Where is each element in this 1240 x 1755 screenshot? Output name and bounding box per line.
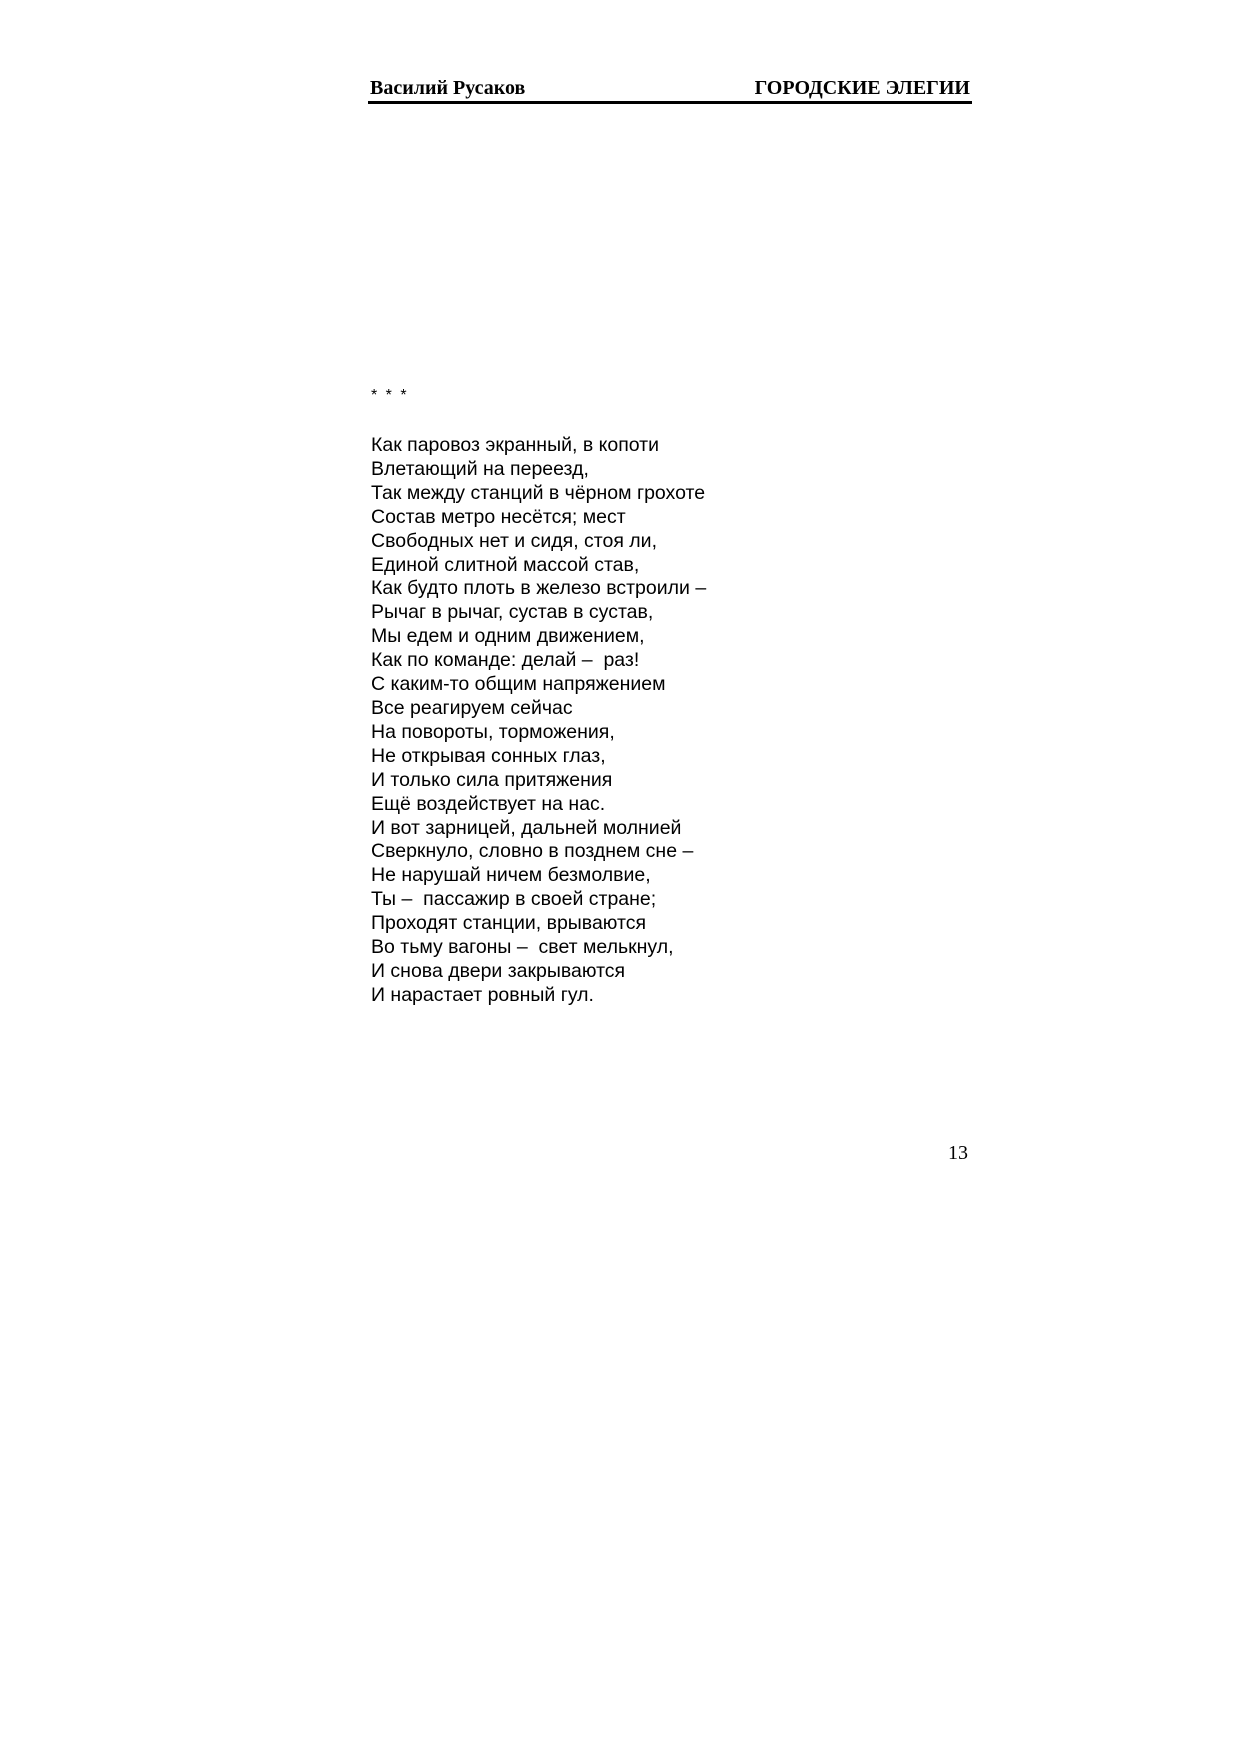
poem-line: Как по команде: делай – раз!: [371, 649, 640, 672]
poem-line: Мы едем и одним движением,: [371, 625, 645, 648]
header-book-title: ГОРОДСКИЕ ЭЛЕГИИ: [754, 77, 970, 99]
header-divider: [368, 101, 972, 104]
running-header: [368, 76, 972, 104]
poem-line: Рычаг в рычаг, сустав в сустав,: [371, 601, 654, 624]
poem-line: И снова двери закрываются: [371, 959, 626, 982]
poem-line: Свободных нет и сидя, стоя ли,: [371, 529, 657, 552]
poem-line: Не нарушай ничем безмолвие,: [371, 864, 651, 887]
poem-line: И нарастает ровный гул.: [371, 983, 594, 1006]
poem-line: На повороты, торможения,: [371, 720, 615, 743]
poem-line: С каким-то общим напряжением: [371, 673, 666, 696]
poem-line: И только сила притяжения: [371, 768, 613, 791]
poem-line: Сверкнуло, словно в позднем сне –: [371, 840, 694, 863]
poem-line: Ещё воздействует на нас.: [371, 792, 606, 815]
page-number: 13: [948, 1142, 968, 1164]
poem-line: Единой слитной массой став,: [371, 553, 640, 576]
poem-line: Состав метро несётся; мест: [371, 505, 626, 528]
poem-line: Так между станций в чёрном грохоте: [371, 481, 706, 504]
poem: [371, 384, 971, 1008]
poem-line: Во тьму вагоны – свет мелькнул,: [371, 936, 674, 959]
poem-line: Не открывая сонных глаз,: [371, 744, 606, 767]
poem-line: И вот зарницей, дальней молнией: [371, 816, 682, 839]
poem-line: Проходят станции, врываются: [371, 912, 647, 935]
poem-separator: * * *: [371, 387, 409, 404]
poem-line: Все реагируем сейчас: [371, 696, 573, 719]
poem-line: Как будто плоть в железо встроили –: [371, 577, 707, 600]
poem-line: Влетающий на переезд,: [371, 457, 589, 480]
poem-line: Как паровоз экранный, в копоти: [371, 434, 659, 456]
poem-line: Ты – пассажир в своей стране;: [371, 888, 657, 911]
header-author: Василий Русаков: [370, 77, 526, 99]
